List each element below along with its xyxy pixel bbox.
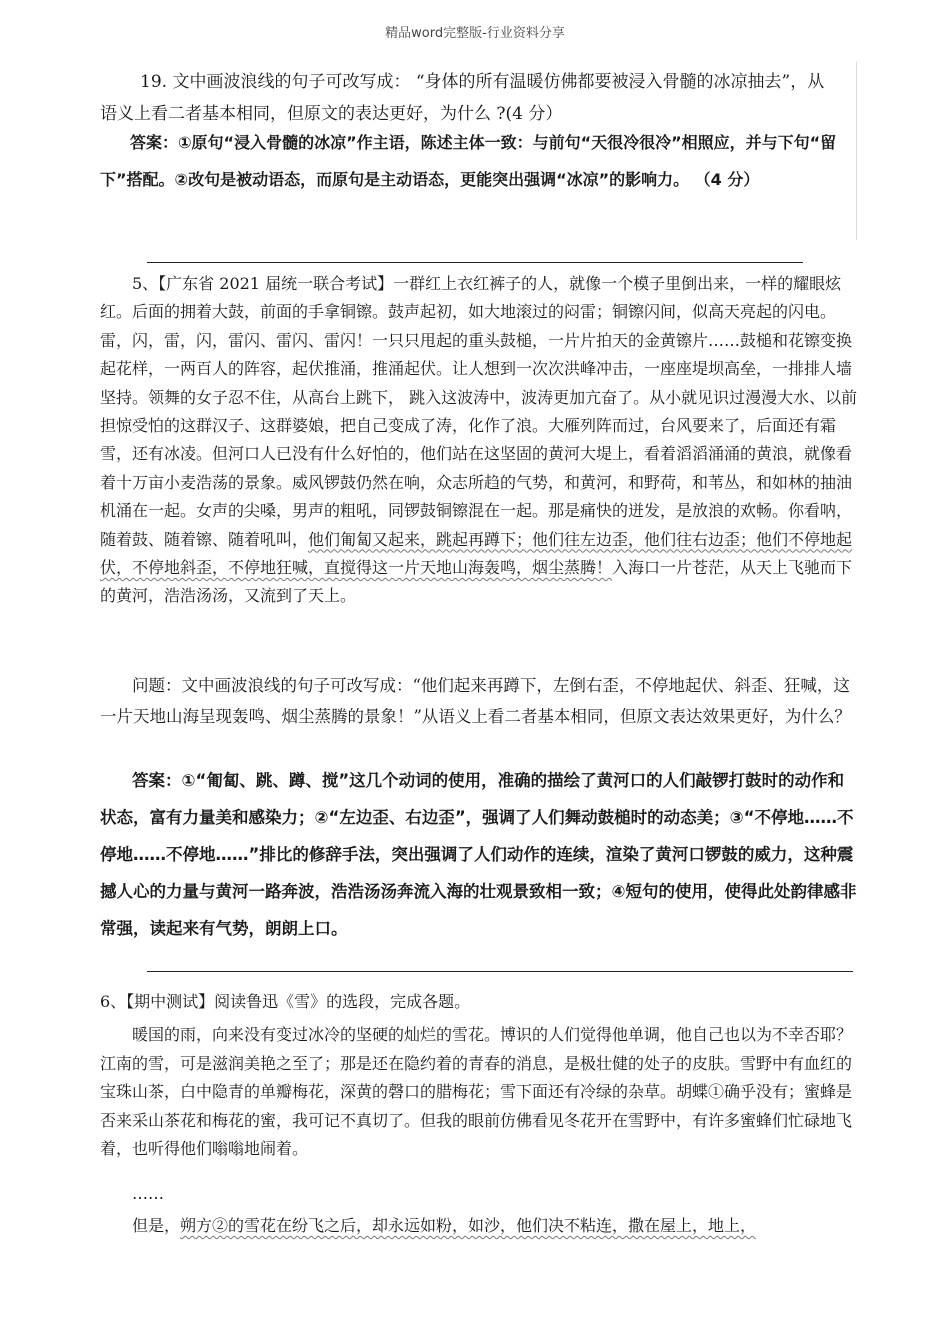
ellipsis: …… bbox=[132, 1184, 164, 1203]
passage-text-end: 入海口一片苍茫，从天上飞驰而下的黄河，浩浩汤汤，又流到了天上。 bbox=[100, 558, 853, 606]
question-19-text: 19. 文中画波浪线的句子可改写成： “身体的所有温暖仿佛都要被浸入骨髓的冰凉抽去”，从语义上看二者基本相同，但原文的表达更好，为什么 ?(4 分） bbox=[100, 72, 825, 124]
question-5-answer: 答案：①“匍匐、跳、蹲、搅”这几个动词的使用，准确的描绘了黄河口的人们敲锣打鼓时的动作和状态，富有力量美和感染力；②“左边歪、右边歪”，强调了人们舞动鼓槌时的动态美；③“不停地……不停地……不停地……”排比的修辞手法，突出强调了人们动作的连续，渲染了黄河口锣鼓的威力，这种震撼人心的力量与黄河一路奔波，浩浩汤汤奔流入海的壮观景致相一致；④短句的使用，使得此处韵律感非常强，读起来有气势，朗朗上口。 bbox=[100, 771, 857, 938]
question-5-question: 问题：文中画波浪线的句子可改写成：“他们起来再蹲下，左倒右歪，不停地起伏、斜歪、狂喊，这一片天地山海呈现轰鸣、烟尘蒸腾的景象！”从语义上看二者基本相同，但原文表达效果更好，为什么？ bbox=[100, 676, 851, 726]
page-header: 精品word完整版-行业资料分享 bbox=[385, 26, 565, 41]
passage-text: 5、【广东省 2021 届统一联合考试】一群红上衣红裤子的人，就像一个模子里倒出来，一样的耀眼炫红。后面的拥着大鼓，前面的手拿铜镲。鼓声起初，如大地滚过的闷雷；铜镲闪间，似高天亮起的闪电。雷，闪，雷，闪，雷闪、雷闪、雷闪！一只只甩起的重头鼓槌，一片片拍天的金黄镲片……鼓槌和花镲变换起花样，一两百人的阵容，起伏推涌，推涌起伏。让人想到一次次洪峰冲击，一座座堤坝高垒，一排排人墙坚持。领舞的女子忍不住，从高台上跳下， 跳入这波涛中，波涛更加亢奋了。从小就见识过漫漫大水、以前担惊受怕的这群汉子、这群婆娘，把自己变成了涛，化作了浪。大雁列阵而过，台风要来了，后面还有霜雪，还有冰凌。但河口人已没有什么好怕的，他们站在这坚固的黄河大堤上，看着滔滔涌涌的黄浪，就像看着十万亩小麦浩荡的景象。威风锣鼓仍然在响，众志所趋的气势，和黄河，和野荷，和苇丛，和如林的抽油机涌在一起。女声的尖嗓，男声的粗吼，同锣鼓铜镲混在一起。那是痛快的迸发，是放浪的欢畅。你看呐，随着鼓、随着镲、随着吼叫， bbox=[100, 274, 858, 549]
last-line-start: 但是， bbox=[132, 1216, 181, 1235]
question-5-passage bbox=[100, 270, 858, 611]
wavy-underlined-sentence-2: 朔方②的雪花在纷飞之后，却永远如粉，如沙，他们决不粘连，撒在屋上，地上， bbox=[180, 1216, 757, 1235]
divider-1 bbox=[147, 262, 803, 263]
question-6-last-line bbox=[100, 1212, 858, 1240]
question-6-title: 6、【期中测试】阅读鲁迅《雪》的选段，完成各题。 bbox=[100, 992, 471, 1011]
divider-2 bbox=[147, 971, 853, 972]
wavy-underlined-sentence: 他们匍匐又起来，跳起再蹲下；他们往左边歪，他们往右边歪；他们不停地起伏，不停地斜歪，不停地狂喊，直搅得这一片天地山海轰鸣，烟尘蒸腾！ bbox=[100, 529, 853, 578]
question-19-answer: 答案：①原句“浸入骨髓的冰凉”作主语，陈述主体一致：与前句“天很冷很冷”相照应，并与下句“留下”搭配。②改句是被动语态，而原句是主动语态，更能突出强调“冰凉”的影响力。 （4 分） bbox=[100, 133, 837, 189]
question-6-passage: 暖国的雨，向来没有变过冰冷的坚硬的灿烂的雪花。博识的人们觉得他单调，他自己也以为不幸否耶？江南的雪，可是滋润美艳之至了；那是还在隐约着的青春的消息，是极壮健的处子的皮肤。雪野中有血红的宝珠山茶，白中隐青的单瓣梅花，深黄的磬口的腊梅花；雪下面还有冷绿的杂草。胡蝶①确乎没有；蜜蜂是否来采山茶花和梅花的蜜，我可记不真切了。但我的眼前仿佛看见冬花开在雪野中，有许多蜜蜂们忙碌地飞着，也听得他们嗡嗡地闹着。 bbox=[100, 1025, 853, 1158]
